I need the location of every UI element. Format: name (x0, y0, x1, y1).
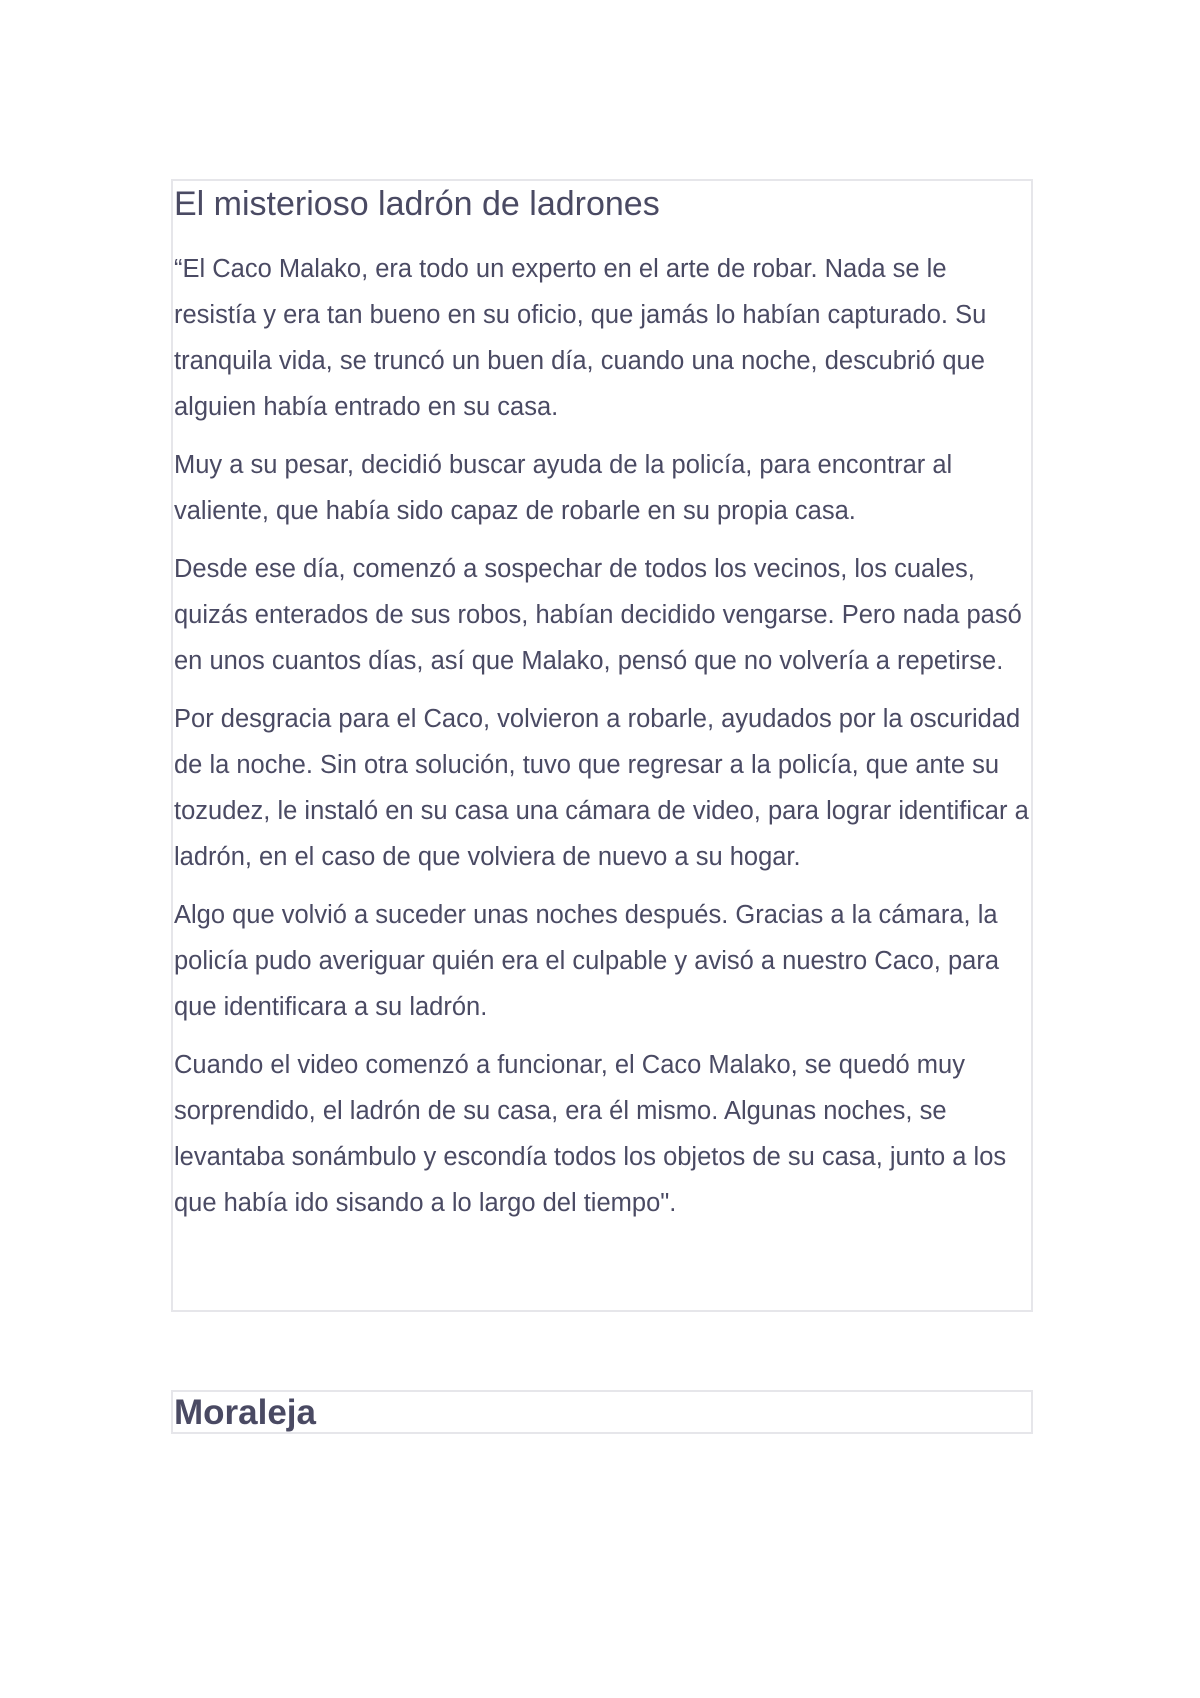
story-title: El misterioso ladrón de ladrones (174, 185, 660, 223)
story-paragraph: Cuando el video comenzó a funcionar, el Caco Malako, se quedó muy sorprendido, el ladrón de su casa, era él mismo. Algunas noches, se levantaba sonámbulo y escondía todos los objetos de su casa, junto a los que había ido sisando a lo largo del tiempo". (174, 1051, 1007, 1217)
story-paragraph: Muy a su pesar, decidió buscar ayuda de la policía, para encontrar al valiente, que había sido capaz de robarle en su propia casa. (174, 451, 953, 525)
story-section (171, 179, 1033, 1312)
story-paragraph: Algo que volvió a suceder unas noches después. Gracias a la cámara, la policía pudo averiguar quién era el culpable y avisó a nuestro Caco, para que identificara a su ladrón. (174, 901, 1000, 1021)
story-paragraph: Por desgracia para el Caco, volvieron a robarle, ayudados por la oscuridad de la noche. Sin otra solución, tuvo que regresar a la policía, que ante su tozudez, le instaló en su casa una cámara de video, para lograr identificar a ladrón, en el caso de que volviera de nuevo a su hogar. (174, 705, 1029, 871)
story-paragraph: Desde ese día, comenzó a sospechar de todos los vecinos, los cuales, quizás enterados de sus robos, habían decidido vengarse. Pero nada pasó en unos cuantos días, así que Malako, pensó que no volvería a repetirse. (174, 555, 1022, 675)
moraleja-section (171, 1390, 1033, 1434)
story-paragraph: “El Caco Malako, era todo un experto en el arte de robar. Nada se le resistía y era tan bueno en su oficio, que jamás lo habían capturado. Su tranquila vida, se truncó un buen día, cuando una noche, descubrió que alguien había entrado en su casa. (174, 255, 987, 421)
moraleja-title: Moraleja (174, 1393, 316, 1432)
